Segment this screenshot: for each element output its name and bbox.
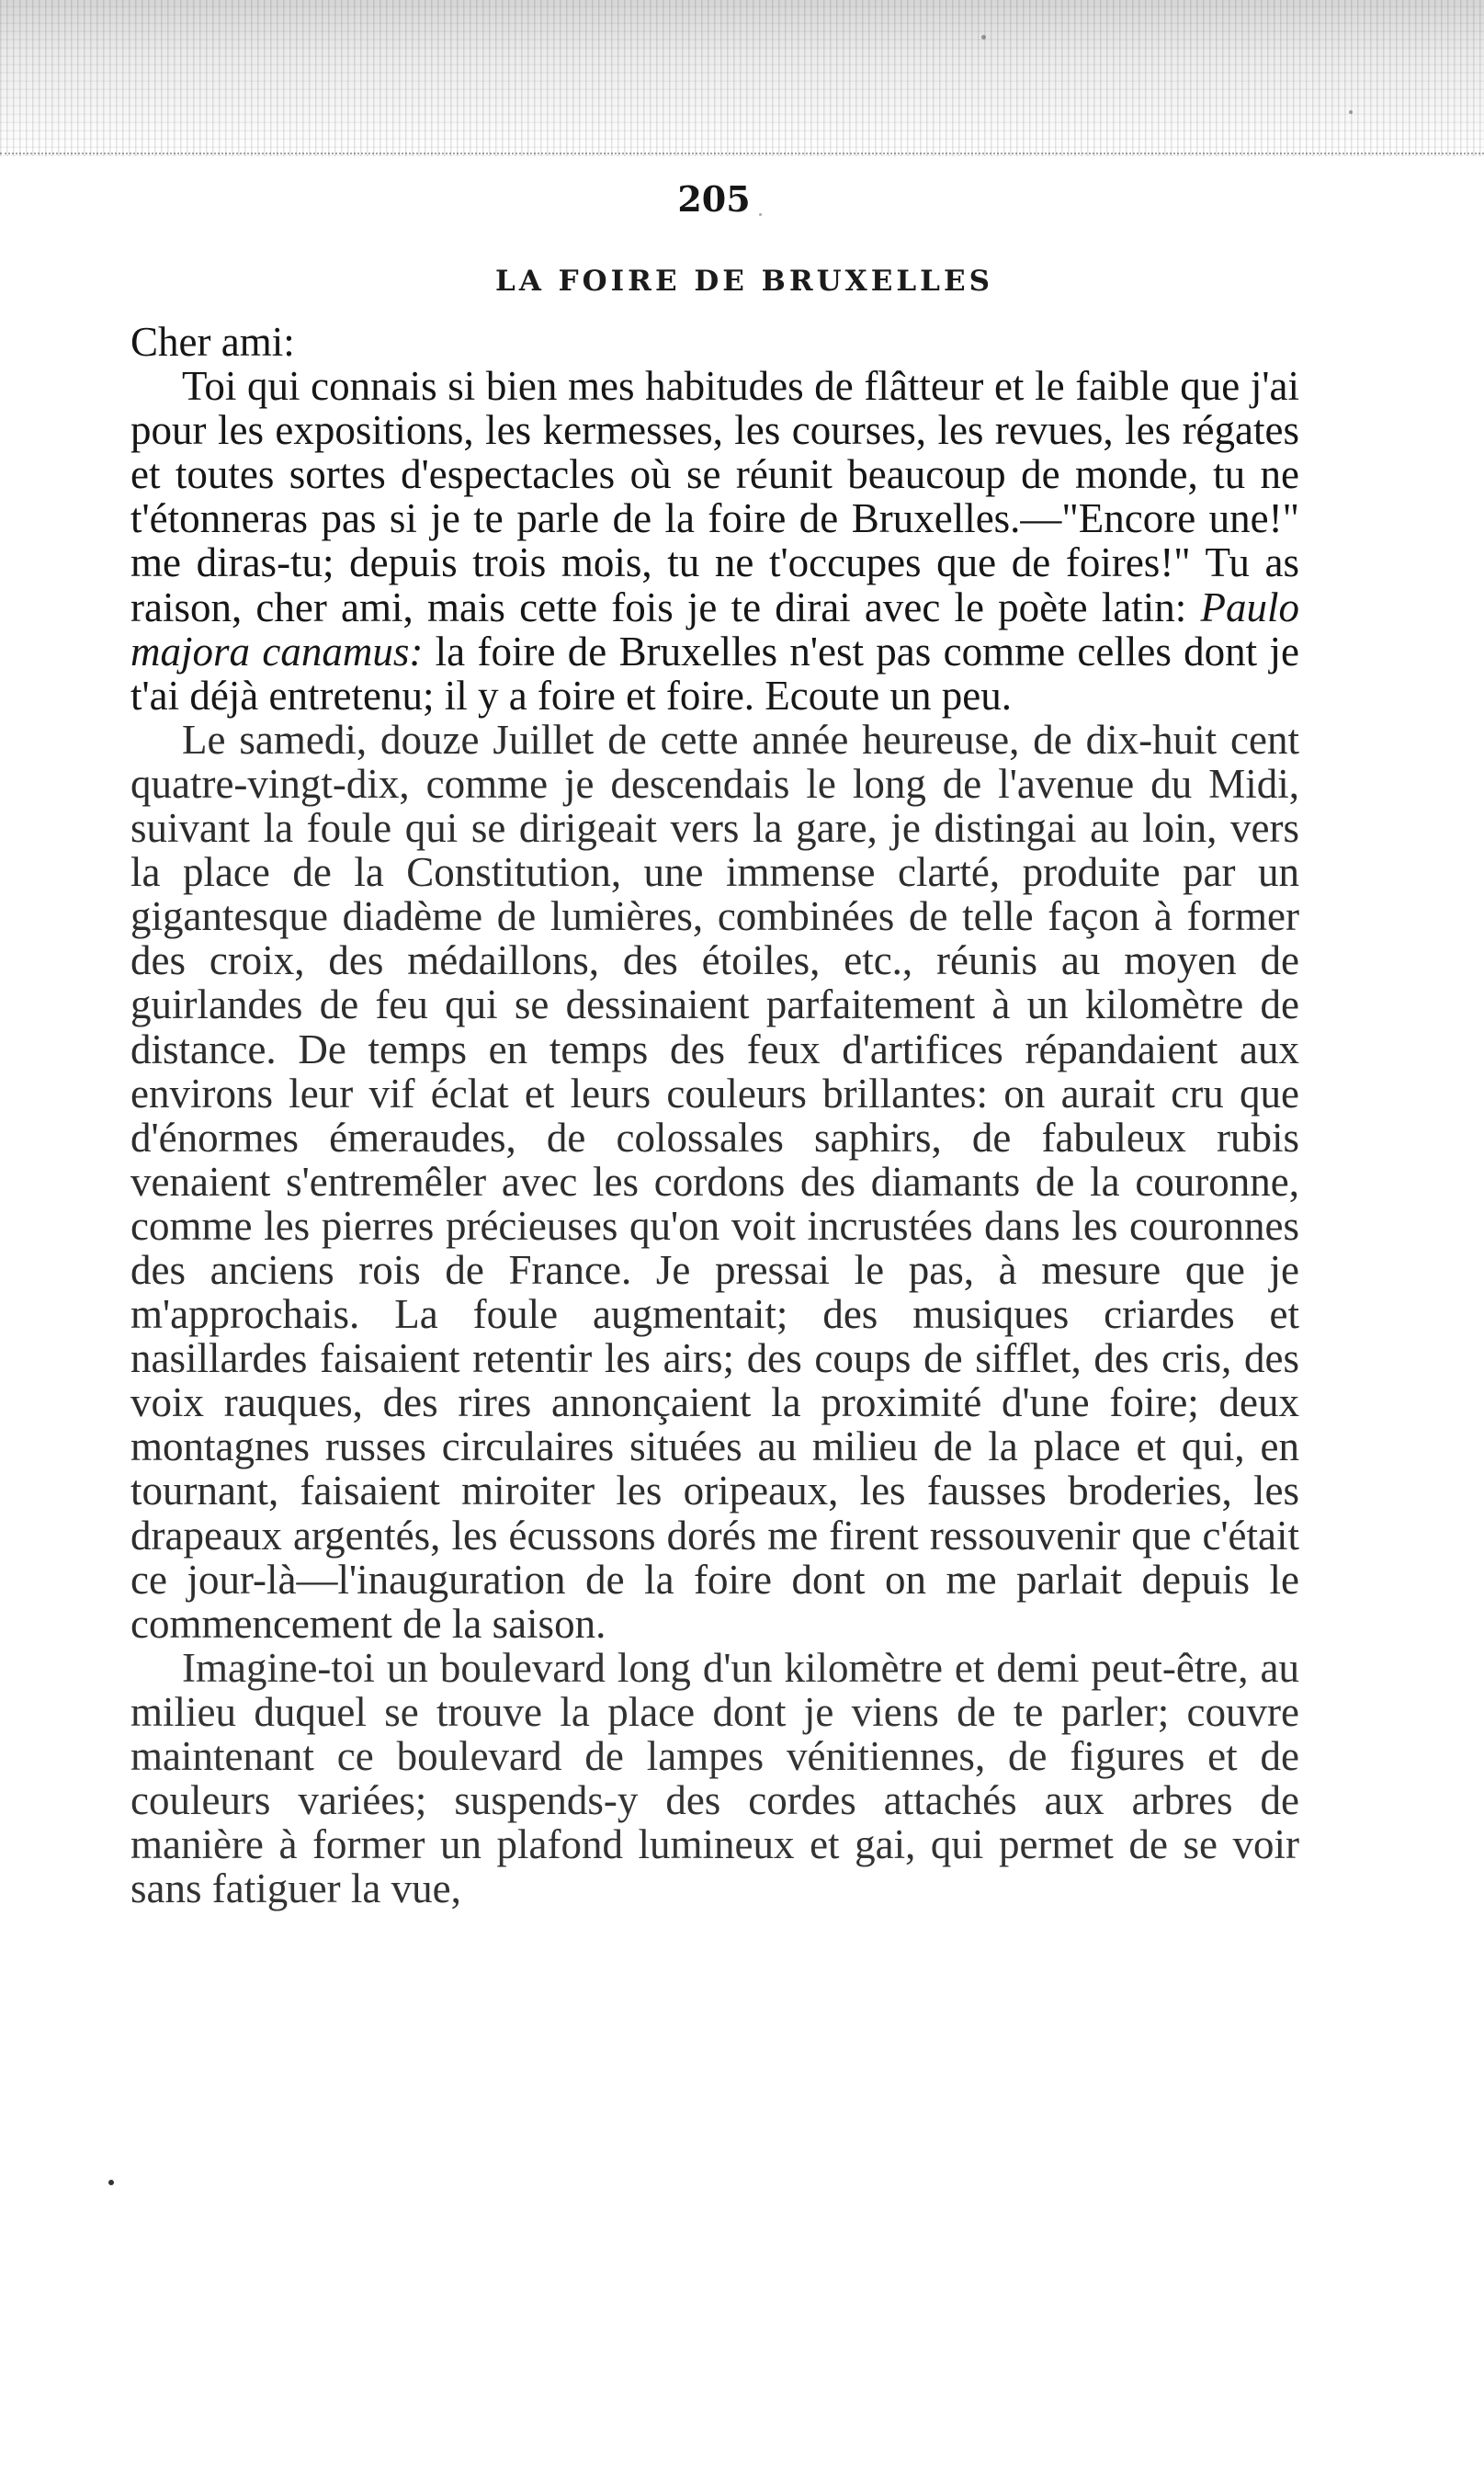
paragraph-1-start: Toi qui connais si bien mes habitudes de flâtteur et le faible que j'ai pour les expositions, les kermesses, les courses, les revues, les régates et toutes sortes d'espectacles où se réunit beaucoup de monde, tu ne t'étonneras pas si je te parle de la foire de Bruxelles.—"Encore une!" me diras-tu; depuis trois mois, tu ne t'occupes que de foires!" Tu as raison, cher ami, mais cette fois je te dirai avec le poète latin: — [130, 363, 1299, 630]
paragraph-1-end: la foire de Bruxelles n'est pas comme celles dont je t'ai déjà entretenu; il y a foire et foire. Ecoute un peu. — [130, 628, 1299, 719]
margin-dot — [108, 2180, 114, 2185]
chapter-title: LA FOIRE DE BRUXELLES — [495, 265, 993, 298]
body-text — [130, 320, 1299, 1910]
dotted-rule — [0, 153, 1484, 154]
scan-speck — [981, 35, 986, 40]
scan-noise-top — [0, 0, 1484, 156]
latin-quote: Paulo majora canamus: — [130, 584, 1299, 675]
salutation: Cher ami: — [130, 319, 295, 365]
paragraph-2: Le samedi, douze Juillet de cette année heureuse, de dix-huit cent quatre-vingt-dix, comme je descendais le long de l'avenue du Midi, suivant la foule qui se dirigeait vers la gare, je distingai au loin, vers la place de la Constitution, une immense clarté, produite par un gigantesque diadème de lumières, combinées de telle façon à former des croix, des médaillons, des étoiles, etc., réunis au moyen de guirlandes de feu qui se dessinaient parfaitement à un kilomètre de distance. De temps en temps des feux d'artifices répandaient aux environs leur vif éclat et leurs couleurs brillantes: on aurait cru que d'énormes émeraudes, de colossales saphirs, de fabuleux rubis venaient s'entremêler avec les cordons des diamants de la couronne, comme les pierres précieuses qu'on voit incrustées dans les couronnes des anciens rois de France. Je pressai le pas, à mesure que je m'approchais. La foule augmentait; des musiques criardes et nasillardes faisaient retentir les airs; des coups de sifflet, des cris, des voix rauques, des rires annonçaient la proximité d'une foire; deux montagnes russes circulaires situées au milieu de la place et qui, en tournant, faisaient miroiter les oripeaux, les fausses broderies, les drapeaux argentés, les écussons dorés me firent ressouvenir que c'était ce jour-là—l'inauguration de la foire dont on me parlait depuis le commencement de la saison. — [130, 716, 1299, 1647]
scan-speck — [1349, 110, 1353, 114]
page-number: 205 — [677, 178, 751, 220]
scan-speck — [759, 213, 762, 216]
paragraph-1 — [130, 364, 1299, 718]
paragraph-3: Imagine-toi un boulevard long d'un kilomètre et demi peut-être, au milieu duquel se trouve la place dont je viens de te parler; couvre maintenant ce boulevard de lampes vénitiennes, de figures et de couleurs variées; suspends-y des cordes attachés aux arbres de manière à former un plafond lumineux et gai, qui permet de se voir sans fatiguer la vue, — [130, 1644, 1299, 1912]
